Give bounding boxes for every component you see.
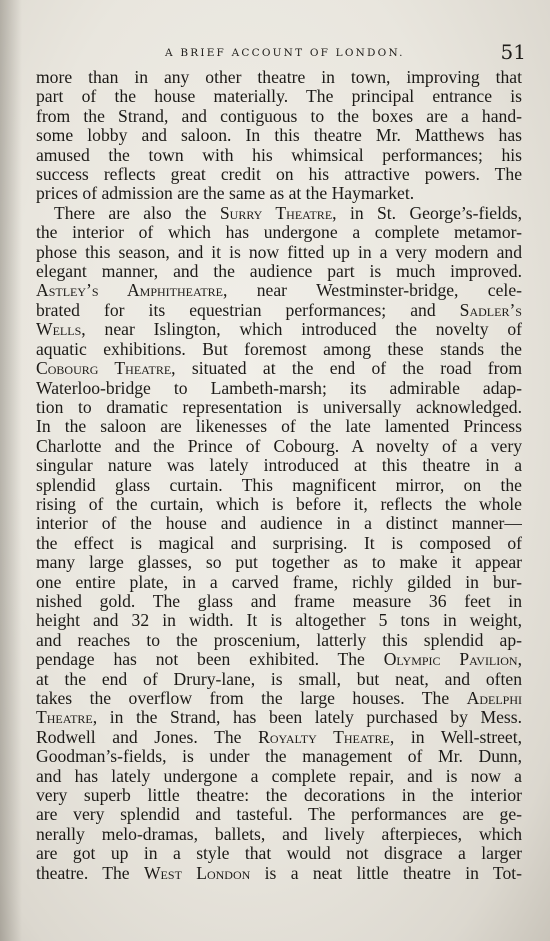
text-line: rising of the curtain, which is before it, reflects the whole	[36, 494, 522, 514]
text-line: Theatre, in the Strand, has been lately purchased by Mess.	[36, 708, 522, 728]
text-line: nished gold. The glass and frame measure 36 feet in	[36, 591, 522, 611]
text-line: from the Strand, and contiguous to the boxes are a hand-	[36, 106, 522, 126]
text-line: prices of admission are the same as at the Haymarket.	[36, 184, 415, 204]
text-line: nerally melo-dramas, ballets, and lively afterpieces, which	[36, 824, 522, 844]
text-line: pendage has not been exhibited. The Olympic Pavilion,	[36, 650, 522, 670]
text-line: Wells, near Islington, which introduced the novelty of	[36, 320, 522, 340]
text-line: many large glasses, so put together as to make it appear	[36, 553, 522, 573]
text-line: tion to dramatic representation is universally acknowledged.	[36, 397, 522, 417]
text-line: more than in any other theatre in town, improving that	[36, 68, 522, 87]
text-line: takes the overflow from the large houses. The Adelphi	[36, 689, 522, 708]
text-line: Goodman’s-fields, is under the management of Mr. Dunn,	[36, 747, 522, 767]
text-line: aquatic exhibitions. But foremost among these stands the	[36, 339, 522, 359]
text-line: and reaches to the proscenium, latterly this splendid ap-	[36, 630, 522, 650]
text-line: Cobourg Theatre, situated at the end of the road from	[36, 359, 522, 379]
text-line: very superb little theatre: the decorations in the interior	[36, 786, 522, 806]
text-line: brated for its equestrian performances; and Sadler’s	[36, 300, 522, 320]
text-line: and has lately undergone a complete repair, and is now a	[36, 766, 522, 786]
running-title: A BRIEF ACCOUNT OF LONDON.	[165, 47, 405, 59]
text-line: amused the town with his whimsical performances; his	[36, 145, 522, 165]
text-line: elegant manner, and the audience part is much improved.	[36, 262, 522, 282]
text-line: interior of the house and audience in a distinct manner—	[36, 514, 522, 534]
text-line: splendid glass curtain. This magnificent mirror, on the	[36, 475, 522, 495]
text-line: the effect is magical and surprising. It is composed of	[36, 533, 522, 553]
text-line: are very splendid and tasteful. The performances are ge-	[36, 805, 522, 825]
text-line: the interior of which has undergone a complete metamor-	[36, 223, 522, 243]
page-number: 51	[500, 40, 526, 64]
text-line: Rodwell and Jones. The Royalty Theatre, in Well-street,	[36, 727, 522, 747]
running-head	[0, 40, 550, 68]
text-line: are got up in a style that would not disgrace a larger	[36, 844, 522, 864]
text-line: one entire plate, in a carved frame, richly gilded in bur-	[36, 572, 522, 592]
text-line: Charlotte and the Prince of Cobourg. A novelty of a very	[36, 436, 522, 456]
text-line: phose this season, and it is now fitted up in a very modern and	[36, 242, 522, 262]
text-line: singular nature was lately introduced at this theatre in a	[36, 456, 522, 476]
text-line: some lobby and saloon. In this theatre Mr. Matthews has	[36, 126, 522, 146]
text-line: There are also the Surry Theatre, in St. George’s-fields,	[54, 203, 522, 223]
text-line: part of the house materially. The principal entrance is	[36, 87, 522, 107]
text-line: theatre. The West London is a neat little theatre in Tot-	[36, 863, 522, 883]
text-line: In the saloon are likenesses of the late lamented Princess	[36, 417, 522, 437]
gutter-shadow	[0, 0, 22, 941]
text-line: at the end of Drury-lane, is small, but neat, and often	[36, 669, 522, 689]
body-text	[36, 68, 522, 883]
text-line: success reflects great credit on his attractive powers. The	[36, 165, 522, 185]
text-line: Waterloo-bridge to Lambeth-marsh; its admirable adap-	[36, 378, 522, 398]
text-line: Astley’s Amphitheatre, near Westminster-bridge, cele-	[36, 281, 522, 301]
text-line: height and 32 in width. It is altogether 5 tons in weight,	[36, 611, 522, 631]
